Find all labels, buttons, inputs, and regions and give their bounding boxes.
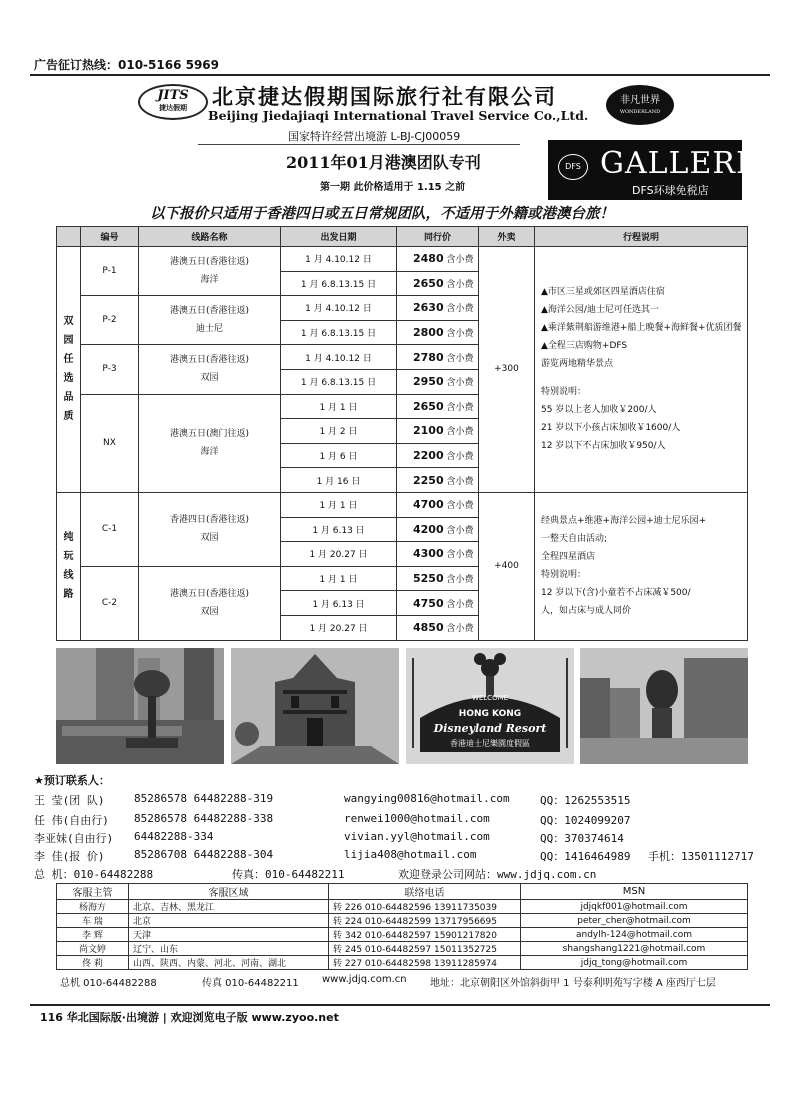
route-name: 港澳五日(香港往返) 双园 <box>139 345 281 394</box>
price-value: 2650 <box>413 276 444 290</box>
itinerary-line: 12 岁以下(含)小童若不占床减￥500/ <box>541 588 691 599</box>
disney-welcome-text: WELCOME <box>471 694 509 702</box>
service-row <box>57 942 748 956</box>
price-unit: 含小费 <box>446 575 474 586</box>
svc-msn[interactable]: jdjqkf001@hotmail.com <box>521 900 748 914</box>
bottom-divider <box>30 1004 770 1006</box>
itinerary-line: 特别说明： <box>541 387 587 398</box>
svc-manager: 车 瑞 <box>57 914 129 928</box>
service-row <box>57 914 748 928</box>
itinerary-line: 一整天自由活动; <box>541 534 608 545</box>
page-footer: 116 华北国际版·出境游 | 欢迎浏览电子版 www.zyoo.net <box>40 1011 339 1024</box>
contact-email[interactable]: renwei1000@hotmail.com <box>344 812 490 825</box>
itinerary-line: ▲市区三星或郊区四星酒店住宿 <box>541 287 665 298</box>
svc-header-phone: 联络电话 <box>329 884 521 900</box>
table-row <box>57 492 748 517</box>
service-header-row <box>57 884 748 900</box>
header-blank <box>57 227 81 247</box>
svc-region: 北京 <box>129 914 329 928</box>
contact-mobile: 手机：13501112717 <box>648 850 754 863</box>
route-code: P-2 <box>81 296 139 345</box>
header-route: 线路名称 <box>139 227 281 247</box>
price-value: 2200 <box>413 449 444 463</box>
price-value: 2950 <box>413 375 444 389</box>
route-name: 港澳五日(香港往返) 海洋 <box>139 247 281 296</box>
price-value: 2780 <box>413 350 444 364</box>
logo-text: JITS <box>157 88 189 103</box>
price-cell <box>397 492 479 517</box>
svc-header-msn: MSN <box>521 884 748 900</box>
price-unit: 含小费 <box>446 525 474 536</box>
price-cell <box>397 419 479 444</box>
itinerary-line: ▲全程三店购物+DFS <box>541 341 628 352</box>
departure-date: 1 月 6 日 <box>281 443 397 468</box>
svc-msn[interactable]: andylh-124@hotmail.com <box>521 928 748 942</box>
company-name-cn: 北京捷达假期国际旅行社有限公司 <box>212 84 557 109</box>
service-row <box>57 900 748 914</box>
title-divider <box>198 144 520 145</box>
price-unit: 含小费 <box>446 378 474 389</box>
route-code: P-3 <box>81 345 139 394</box>
price-cell <box>397 566 479 591</box>
departure-date: 1 月 16 日 <box>281 468 397 493</box>
itinerary-line: ▲海洋公园/迪士尼可任选其一 <box>541 305 659 316</box>
price-unit: 含小费 <box>446 624 474 635</box>
service-body <box>57 900 748 970</box>
galleria-brand: GALLERIA <box>600 146 772 181</box>
header-price: 同行价 <box>397 227 479 247</box>
svc-foot-total: 总机 010-64482288 <box>60 978 157 989</box>
company-name-en: Beijing Jiedajiaqi International Travel Service Co.,Ltd. <box>208 108 589 123</box>
route-code: P-1 <box>81 247 139 296</box>
contact-name: 任 伟(自由行) <box>34 814 109 827</box>
macau-ruins-photo <box>231 648 399 764</box>
itinerary-line: 12 岁以下不占床加收￥950/人 <box>541 441 666 452</box>
service-row <box>57 956 748 970</box>
hongkong-golden-bauhinia-photo <box>56 648 224 764</box>
itinerary-line: ▲乘洋紫荆船游维港+船上晚餐+海鲜餐+优质团餐 <box>541 323 742 334</box>
disney-name-text: Disneyland Resort <box>433 722 547 735</box>
departure-date: 1 月 6.13 日 <box>281 517 397 542</box>
svc-msn[interactable]: shangshang1221@hotmail.com <box>521 942 748 956</box>
departure-date: 1 月 1 日 <box>281 492 397 517</box>
top-divider <box>30 74 770 76</box>
price-value: 4700 <box>413 498 444 512</box>
contact-name: 李亚妹(自由行) <box>34 832 114 845</box>
price-unit: 含小费 <box>446 353 474 364</box>
photo-ruins-svg <box>231 648 399 764</box>
contact-email[interactable]: vivian.yyl@hotmail.com <box>344 830 490 843</box>
wonderland-logo <box>606 85 674 125</box>
price-cell <box>397 320 479 345</box>
group2-itinerary <box>535 492 748 640</box>
route-code: NX <box>81 394 139 492</box>
group2-category: 纯 玩 线 路 <box>57 492 81 640</box>
svc-header-region: 客服区域 <box>129 884 329 900</box>
svc-foot-address: 地址：北京朝阳区外馆斜街甲 1 号泰利明苑写字楼 A 座西厅七层 <box>430 978 716 989</box>
svc-region: 辽宁、山东 <box>129 942 329 956</box>
price-cell <box>397 443 479 468</box>
header-code: 编号 <box>81 227 139 247</box>
table-body <box>57 247 748 641</box>
contact-phone: 64482288-334 <box>134 830 214 843</box>
convention-centre-photo <box>580 648 748 764</box>
departure-date: 1 月 6.8.13.15 日 <box>281 320 397 345</box>
price-cell <box>397 271 479 296</box>
group2-extra-price: +400 <box>479 492 535 640</box>
price-unit: 含小费 <box>446 550 474 561</box>
departure-date: 1 月 6.8.13.15 日 <box>281 369 397 394</box>
price-unit: 含小费 <box>446 501 474 512</box>
header-itinerary: 行程说明 <box>535 227 748 247</box>
price-unit: 含小费 <box>446 452 474 463</box>
itinerary-line: 21 岁以下小孩占床加收￥1600/人 <box>541 423 681 434</box>
price-value: 2480 <box>413 252 444 266</box>
price-value: 4200 <box>413 522 444 536</box>
disney-cn-text: 香港迪士尼樂園度假區 <box>450 739 530 748</box>
logo-sub: 捷达假期 <box>159 103 187 112</box>
itinerary-line: 人，如占床与成人同价 <box>541 606 632 617</box>
departure-date: 1 月 1 日 <box>281 394 397 419</box>
contact-phone: 85286578 64482288-319 <box>134 792 274 805</box>
svc-region: 北京、吉林、黑龙江 <box>129 900 329 914</box>
itinerary-line <box>541 373 745 383</box>
price-cell <box>397 296 479 321</box>
contacts-total: 总 机：010-64482288 <box>34 868 154 881</box>
service-row <box>57 928 748 942</box>
contact-qq: QQ：1024099207 <box>540 814 631 827</box>
svc-manager: 佟 莉 <box>57 956 129 970</box>
disney-hk-text: HONG KONG <box>458 709 522 719</box>
price-value: 2650 <box>413 399 444 413</box>
wonder-en: WONDERLAND <box>619 109 661 115</box>
contact-qq: QQ：370374614 <box>540 832 624 845</box>
svc-phone: 转 224 010-64482599 13717956695 <box>329 914 521 928</box>
route-name: 香港四日(香港往返) 双园 <box>139 492 281 566</box>
contacts-website[interactable]: 欢迎登录公司网站：www.jdjq.com.cn <box>398 868 597 881</box>
price-cell <box>397 591 479 616</box>
group1-itinerary <box>535 247 748 493</box>
svc-manager: 李 辉 <box>57 928 129 942</box>
itinerary-line: 55 岁以上老人加收￥200/人 <box>541 405 657 416</box>
price-unit: 含小费 <box>446 599 474 610</box>
dfs-logo: DFS <box>558 154 588 180</box>
galleria-banner <box>548 140 772 200</box>
price-unit: 含小费 <box>446 476 474 487</box>
itinerary-line: 游览两地精华景点 <box>541 359 614 370</box>
route-name: 港澳五日(澳门往返) 海洋 <box>139 394 281 492</box>
price-cell <box>397 468 479 493</box>
price-unit: 含小费 <box>446 329 474 340</box>
price-value: 4750 <box>413 596 444 610</box>
price-cell <box>397 615 479 640</box>
header-extra: 外卖 <box>479 227 535 247</box>
price-unit: 含小费 <box>446 427 474 438</box>
svc-manager: 杨海方 <box>57 900 129 914</box>
itinerary-line: 全程四星酒店 <box>541 552 596 563</box>
price-value: 2630 <box>413 301 444 315</box>
price-unit: 含小费 <box>446 255 474 266</box>
group1-category: 双 园 任 选 品 质 <box>57 247 81 493</box>
license-number: 国家特许经营出境游 L-BJ-CJ00059 <box>288 130 461 143</box>
svc-foot-fax: 传真 010-64482211 <box>202 978 299 989</box>
svc-phone: 转 245 010-64482597 15011352725 <box>329 942 521 956</box>
departure-date: 1 月 6.13 日 <box>281 591 397 616</box>
price-cell <box>397 517 479 542</box>
price-cell <box>397 542 479 567</box>
contact-name: 王 莹(团 队) <box>34 794 105 807</box>
route-code: C-2 <box>81 566 139 640</box>
itinerary-line: 特别说明： <box>541 570 587 581</box>
issue-note: 第一期 此价格适用于 1.15 之前 <box>320 182 466 193</box>
itinerary-line: 经典景点+维港+海洋公园+迪士尼乐园+ <box>541 516 707 527</box>
price-value: 2100 <box>413 424 444 438</box>
price-table <box>56 226 748 641</box>
contact-qq: QQ：1416464989 <box>540 850 631 863</box>
price-value: 5250 <box>413 572 444 586</box>
svc-phone: 转 227 010-64482598 13911285974 <box>329 956 521 970</box>
departure-date: 1 月 20.27 日 <box>281 542 397 567</box>
svc-msn[interactable]: peter_cher@hotmail.com <box>521 914 748 928</box>
svc-manager: 尚文婷 <box>57 942 129 956</box>
price-notice: 以下报价只适用于香港四日或五日常规团队，不适用于外籍或港澳台旅！ <box>150 206 614 222</box>
price-unit: 含小费 <box>446 402 474 413</box>
departure-date: 1 月 20.27 日 <box>281 615 397 640</box>
svc-phone: 转 226 010-64482596 13911735039 <box>329 900 521 914</box>
photo-disney-svg <box>406 648 574 764</box>
price-cell <box>397 394 479 419</box>
svc-region: 山西、陕西、内蒙、河北、河南、湖北 <box>129 956 329 970</box>
disneyland-gate-photo <box>406 648 574 764</box>
galleria-sub: DFS环球免税店 <box>632 184 709 197</box>
price-cell <box>397 369 479 394</box>
contact-email[interactable]: wangying00816@hotmail.com <box>344 792 510 805</box>
price-value: 2250 <box>413 473 444 487</box>
header-date: 出发日期 <box>281 227 397 247</box>
jits-logo <box>138 84 208 120</box>
photo-bauhinia-svg <box>56 648 224 764</box>
svc-region: 天津 <box>129 928 329 942</box>
issue-title: 2011年01月港澳团队专刊 <box>286 153 481 172</box>
route-name: 港澳五日(香港往返) 迪士尼 <box>139 296 281 345</box>
contact-phone: 85286708 64482288-304 <box>134 848 274 861</box>
service-table <box>56 883 748 970</box>
contacts-title: ★预订联系人： <box>34 774 110 787</box>
price-cell <box>397 345 479 370</box>
photo-convention-svg <box>580 648 748 764</box>
price-unit: 含小费 <box>446 279 474 290</box>
svc-header-manager: 客服主管 <box>57 884 129 900</box>
price-value: 4300 <box>413 547 444 561</box>
svc-msn[interactable]: jdjq_tong@hotmail.com <box>521 956 748 970</box>
table-header-row <box>57 227 748 247</box>
contact-phone: 85286578 64482288-338 <box>134 812 274 825</box>
group1-extra-price: +300 <box>479 247 535 493</box>
contact-qq: QQ：1262553515 <box>540 794 631 807</box>
wonder-cn: 非凡世界 <box>620 95 660 106</box>
price-cell <box>397 247 479 272</box>
price-unit: 含小费 <box>446 304 474 315</box>
contact-email[interactable]: lijia408@hotmail.com <box>344 848 477 861</box>
departure-date: 1 月 4.10.12 日 <box>281 247 397 272</box>
price-value: 2800 <box>413 326 444 340</box>
route-code: C-1 <box>81 492 139 566</box>
ad-hotline: 广告征订热线：010-5166 5969 <box>34 58 220 72</box>
svc-foot-web[interactable]: www.jdjq.com.cn <box>322 974 407 985</box>
departure-date: 1 月 1 日 <box>281 566 397 591</box>
departure-date: 1 月 4.10.12 日 <box>281 345 397 370</box>
departure-date: 1 月 6.8.13.15 日 <box>281 271 397 296</box>
contact-name: 李 佳(报 价) <box>34 850 105 863</box>
price-value: 4850 <box>413 621 444 635</box>
departure-date: 1 月 2 日 <box>281 419 397 444</box>
route-name: 港澳五日(香港往返) 双园 <box>139 566 281 640</box>
table-row <box>57 247 748 272</box>
svc-phone: 转 342 010-64482597 15901217820 <box>329 928 521 942</box>
contacts-fax: 传真：010-64482211 <box>232 868 345 881</box>
departure-date: 1 月 4.10.12 日 <box>281 296 397 321</box>
